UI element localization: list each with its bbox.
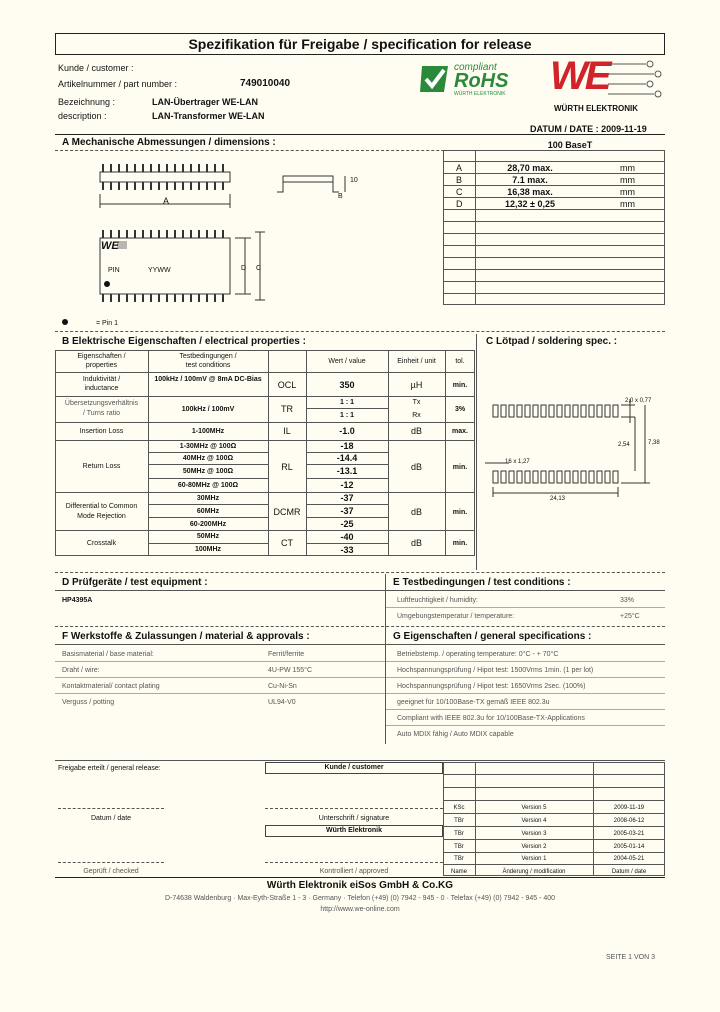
- elec-row-line: [55, 396, 475, 397]
- sig-line: [265, 862, 443, 864]
- elec-row-line: [148, 452, 268, 453]
- version-date: 2008-06-12: [613, 818, 645, 824]
- version-mod: Version 2: [521, 844, 547, 850]
- g-row-line: [386, 693, 665, 694]
- elec-row-line: [55, 372, 475, 373]
- elec-row-line: [55, 530, 475, 531]
- elec-row-line: [306, 517, 388, 518]
- rl-tol: min.: [452, 464, 468, 471]
- rohs-check-icon: [420, 62, 450, 96]
- dim-row-key: B: [456, 175, 463, 185]
- dim-row-line: [443, 245, 665, 246]
- version-name: TBr: [454, 856, 464, 862]
- tr-unit1: Tx: [412, 399, 421, 406]
- version-row-line: [443, 813, 665, 814]
- version-date: 2005-03-21: [613, 831, 645, 837]
- il-tol: max.: [452, 428, 468, 435]
- release-label: Freigabe erteilt / general release:: [58, 765, 161, 772]
- top-view-drawing: [95, 228, 275, 308]
- general-spec-line: Hochspannungsprüfung / Hipot test: 1650Vrms 2sec. (100%): [397, 683, 586, 690]
- rohs-logo: [420, 62, 532, 98]
- section-divider: [55, 626, 665, 628]
- date-sign-label: Datum / date: [90, 815, 132, 822]
- version-mod: Version 5: [521, 805, 547, 811]
- dim-row-line: [443, 197, 665, 198]
- dim-row-value: 28,70 max.: [507, 163, 553, 173]
- dim-row-unit: mm: [620, 199, 635, 209]
- f-row-line: [55, 677, 385, 678]
- dim-row-line: [443, 185, 665, 186]
- material-key: Basismaterial / base material:: [62, 651, 154, 658]
- rl-prop: Return Loss: [82, 463, 121, 470]
- chip-date-code: YYWW: [148, 267, 171, 274]
- we-circuit-icon: [608, 58, 668, 102]
- rohs-sub-text: WÜRTH ELEKTRONIK: [454, 91, 506, 97]
- g-row-line: [386, 661, 665, 662]
- footer-address: D-74638 Waldenburg · Max-Eyth-Straße 1 - 3 · Germany · Telefon (+49) (0) 7942 - 945 - 0 · Telefax (+49) (0) 7942 - 945 - 400: [164, 895, 556, 902]
- test-equipment-item: HP4395A: [62, 597, 93, 604]
- footer-top-line: [55, 877, 665, 878]
- part-label: Artikelnummer / part number :: [58, 79, 178, 89]
- dim-row-line: [443, 257, 665, 258]
- cm-tol: min.: [452, 509, 468, 516]
- version-row-line: [443, 826, 665, 827]
- cm-prop: Differential to Common Mode Rejection: [65, 503, 138, 520]
- dim-row-value: 7.1 max.: [512, 175, 548, 185]
- elec-row-line: [55, 422, 475, 423]
- e-row-line: [386, 607, 665, 608]
- version-date: 2005-01-14: [613, 844, 645, 850]
- version-row-line: [443, 852, 665, 853]
- elec-row-line: [306, 408, 388, 409]
- general-spec-line: Auto MDIX fähig / Auto MDIX capable: [397, 731, 514, 738]
- section-divider: [55, 572, 665, 574]
- cm-unit: dB: [410, 507, 422, 517]
- dim-row-line: [443, 161, 665, 162]
- page-number: SEITE 1 VON 3: [606, 954, 656, 961]
- section-e-title: E Testbedingungen / test conditions :: [393, 577, 571, 588]
- general-spec-line: Hochspannungsprüfung / Hipot test: 1500Vrms 1min. (1 per lot): [397, 667, 594, 674]
- dim-row-key: C: [456, 187, 463, 197]
- de-divider: [385, 574, 386, 744]
- dim-row-line: [443, 209, 665, 210]
- divider: [55, 134, 665, 135]
- approved-label: Kontrolliert / approved: [319, 868, 389, 875]
- rohs-main-text: RoHS: [454, 70, 509, 92]
- we-box-label: Würth Elektronik: [325, 827, 382, 834]
- chip-we-logo: WE: [101, 240, 119, 252]
- tr-val2: 1 : 1: [339, 412, 354, 419]
- we-logo-text: WE: [550, 54, 609, 98]
- footer-web: http://www.we-online.com: [320, 906, 400, 913]
- rl-val: -18: [340, 441, 354, 451]
- material-key: Verguss / potting: [62, 699, 115, 706]
- elec-row-line: [306, 464, 388, 465]
- il-unit: dB: [410, 426, 422, 436]
- ct-prop: Crosstalk: [86, 540, 117, 547]
- sig-line: [58, 808, 164, 810]
- dim-row-line: [443, 233, 665, 234]
- il-cond: 1-100MHz: [191, 428, 225, 435]
- version-header-mod: Änderung / modification: [502, 869, 566, 875]
- pad-dim-1: 2,0 x 0,77: [625, 398, 652, 404]
- dim-row-line: [443, 281, 665, 282]
- version-row-line: [443, 800, 665, 801]
- tr-cond: 100kHz / 100mV: [181, 406, 235, 413]
- version-row-line: [443, 787, 665, 788]
- description-label: description :: [58, 111, 107, 121]
- cm-sym: DCMR: [273, 507, 301, 517]
- end-view-drawing: [275, 170, 355, 210]
- elec-header-cond: Testbedingungen / test conditions: [179, 353, 237, 369]
- material-value: Cu-Ni-Sn: [268, 683, 297, 690]
- section-a-title: A Mechanische Abmessungen / dimensions :: [62, 137, 276, 148]
- dim-d-label: D: [241, 265, 247, 272]
- cm-val: -37: [340, 506, 354, 516]
- dim-row-key: D: [456, 199, 463, 209]
- dim-row-line: [443, 269, 665, 270]
- ct-val: -40: [340, 532, 354, 542]
- pin1-dot-icon: [62, 319, 68, 325]
- dim-row-value: 12,32 ± 0,25: [505, 199, 555, 209]
- version-name: TBr: [454, 831, 464, 837]
- bc-divider: [476, 334, 477, 570]
- section-g-title: G Eigenschaften / general specifications :: [393, 631, 592, 642]
- test-cond-value: +25°C: [620, 613, 640, 620]
- elec-row-line: [306, 478, 388, 479]
- material-value: UL94-V0: [268, 699, 296, 706]
- material-value: 4U-PW 155°C: [268, 667, 313, 674]
- tr-tol: 3%: [454, 406, 466, 413]
- dim-b-label: B: [338, 193, 343, 200]
- rohs-compliant-text: compliant: [454, 62, 497, 73]
- fg-underline: [55, 644, 665, 645]
- pad-dim-3: 7,38: [648, 440, 660, 446]
- cm-val: -37: [340, 493, 354, 503]
- dim-row-line: [443, 221, 665, 222]
- version-header-date: Datum / date: [611, 869, 647, 875]
- elec-row-line: [55, 440, 475, 441]
- version-name: KSc: [453, 805, 465, 811]
- elec-header-unit: Einheit / unit: [397, 358, 436, 365]
- general-spec-line: Betriebstemp. / operating temperature: 0°C - + 70°C: [397, 651, 559, 658]
- section-c-title: C Lötpad / soldering spec. :: [486, 336, 618, 347]
- dim-c-label: C: [256, 265, 262, 272]
- release-top-line: [55, 760, 665, 761]
- rl-val: -14.4: [336, 453, 358, 463]
- part-value: 749010040: [240, 78, 291, 89]
- version-row-line: [443, 839, 665, 840]
- side-view-drawing: [95, 160, 245, 210]
- dim-a-label: A: [163, 196, 170, 206]
- material-key: Kontaktmaterial/ contact plating: [62, 683, 160, 690]
- section-divider: [55, 331, 665, 333]
- test-cond-key: Umgebungstemperatur / temperature:: [397, 613, 515, 620]
- version-date: 2004-05-21: [613, 856, 645, 862]
- tr-unit2: Rx: [412, 412, 421, 419]
- dim-row-line: [443, 293, 665, 294]
- g-row-line: [386, 677, 665, 678]
- elec-row-line: [306, 543, 388, 544]
- footer-company: Würth Elektronik eiSos GmbH & Co.KG: [266, 880, 454, 891]
- version-row-line: [443, 774, 665, 775]
- version-name: TBr: [454, 844, 464, 850]
- dim-row-key: A: [456, 163, 463, 173]
- designation-value: LAN-Übertrager WE-LAN: [152, 97, 259, 107]
- signature-label: Unterschrift / signature: [318, 815, 390, 822]
- pin1-note: = Pin 1: [96, 320, 118, 327]
- test-cond-value: 33%: [620, 597, 635, 604]
- test-cond-key: Luftfeuchtigkeit / humidity:: [397, 597, 478, 604]
- ind-val: 350: [339, 380, 355, 390]
- rl-cond: 40MHz @ 100Ω: [182, 455, 234, 462]
- checked-label: Geprüft / checked: [83, 868, 139, 875]
- version-mod: Version 1: [521, 856, 547, 862]
- page-title: Spezifikation für Freigabe / specification for release: [188, 36, 532, 52]
- ind-prop: Induktivität / inductance: [82, 376, 121, 392]
- customer-box-label: Kunde / customer: [324, 764, 384, 771]
- pad-dim-2: 2,54: [618, 442, 630, 448]
- elec-header-value: Wert / value: [328, 358, 366, 365]
- elec-row-line: [148, 464, 268, 465]
- ct-val: -33: [340, 545, 354, 555]
- elec-row-line: [306, 504, 388, 505]
- il-val: -1.0: [339, 426, 355, 436]
- description-value: LAN-Transformer WE-LAN: [152, 111, 265, 121]
- pad-dim-5: 24,13: [550, 496, 566, 502]
- sig-line: [58, 862, 164, 864]
- version-mod: Version 3: [521, 831, 547, 837]
- general-spec-line: Compliant with IEEE 802.3u for 10/100Base-TX-Applications: [397, 715, 585, 722]
- version-row-line: [443, 864, 665, 865]
- version-date: 2009-11-19: [613, 805, 645, 811]
- section-f-title: F Werkstoffe & Zulassungen / material & approvals :: [62, 631, 310, 642]
- ct-tol: min.: [452, 540, 468, 547]
- elec-row-line: [148, 543, 268, 544]
- ct-sym: CT: [281, 538, 293, 548]
- g-row-line: [386, 725, 665, 726]
- rl-val: -13.1: [336, 466, 358, 476]
- sig-line: [265, 808, 443, 810]
- cm-cond: 60-200MHz: [189, 521, 227, 528]
- material-key: Draht / wire:: [62, 667, 100, 674]
- elec-header-tol: tol.: [455, 358, 465, 365]
- cm-cond: 60MHz: [196, 508, 220, 515]
- g-row-line: [386, 709, 665, 710]
- we-sub-text: WÜRTH ELEKTRONIK: [554, 104, 638, 113]
- dim-row-unit: mm: [620, 187, 635, 197]
- pad-dim-4: 16 x 1,27: [505, 459, 530, 465]
- section-d-title: D Prüfgeräte / test equipment :: [62, 577, 208, 588]
- version-header-name: Name: [450, 869, 467, 875]
- elec-row-line: [148, 517, 268, 518]
- version-mod: Version 4: [521, 818, 547, 824]
- version-name: TBr: [454, 818, 464, 824]
- dim-10-label: 10: [350, 177, 358, 184]
- elec-header-prop: Eigenschaften / properties: [77, 353, 126, 369]
- dim-row-unit: mm: [620, 163, 635, 173]
- date-label: DATUM / DATE : 2009-11-19: [530, 124, 647, 134]
- de-underline: [55, 590, 665, 591]
- dim-row-unit: mm: [620, 175, 635, 185]
- chip-pin-text: PIN: [108, 267, 120, 274]
- ct-cond: 100MHz: [194, 546, 222, 553]
- tr-sym: TR: [281, 404, 293, 414]
- ct-unit: dB: [410, 538, 422, 548]
- rl-cond: 50MHz @ 100Ω: [182, 468, 234, 475]
- section-b-title: B Elektrische Eigenschaften / electrical properties :: [62, 336, 306, 347]
- rl-val: -12: [340, 480, 354, 490]
- material-value: Ferrit/ferrite: [268, 651, 305, 658]
- ind-cond: 100kHz / 100mV @ 8mA DC-Bias: [154, 376, 262, 383]
- rl-sym: RL: [281, 462, 293, 472]
- we-logo: [550, 54, 670, 118]
- rl-cond: 1-30MHz @ 100Ω: [179, 443, 237, 450]
- f-row-line: [55, 693, 385, 694]
- il-prop: Insertion Loss: [79, 428, 124, 435]
- il-sym: IL: [283, 426, 291, 436]
- customer-label: Kunde / customer :: [58, 63, 134, 73]
- designation-label: Bezeichnung :: [58, 97, 116, 107]
- rl-cond: 60-80MHz @ 100Ω: [177, 482, 239, 489]
- ind-tol: min.: [452, 382, 468, 389]
- dim-row-line: [443, 173, 665, 174]
- ind-unit: µH: [410, 380, 423, 390]
- rl-unit: dB: [410, 462, 422, 472]
- ind-sym: OCL: [277, 380, 297, 390]
- general-spec-line: geeignet für 10/100Base-TX gemäß IEEE 802.3u: [397, 699, 550, 706]
- elec-row-line: [148, 478, 268, 479]
- elec-row-line: [55, 492, 475, 493]
- dim-row-value: 16,38 max.: [507, 187, 553, 197]
- cm-val: -25: [340, 519, 354, 529]
- tr-prop: Übersetzungsverhältnis / Turns ratio: [64, 400, 139, 417]
- f-row-line: [55, 661, 385, 662]
- dim-table-header: 100 BaseT: [547, 140, 593, 150]
- tr-val1: 1 : 1: [339, 399, 354, 406]
- cm-cond: 30MHz: [196, 495, 220, 502]
- elec-row-line: [148, 504, 268, 505]
- ct-cond: 50MHz: [196, 533, 220, 540]
